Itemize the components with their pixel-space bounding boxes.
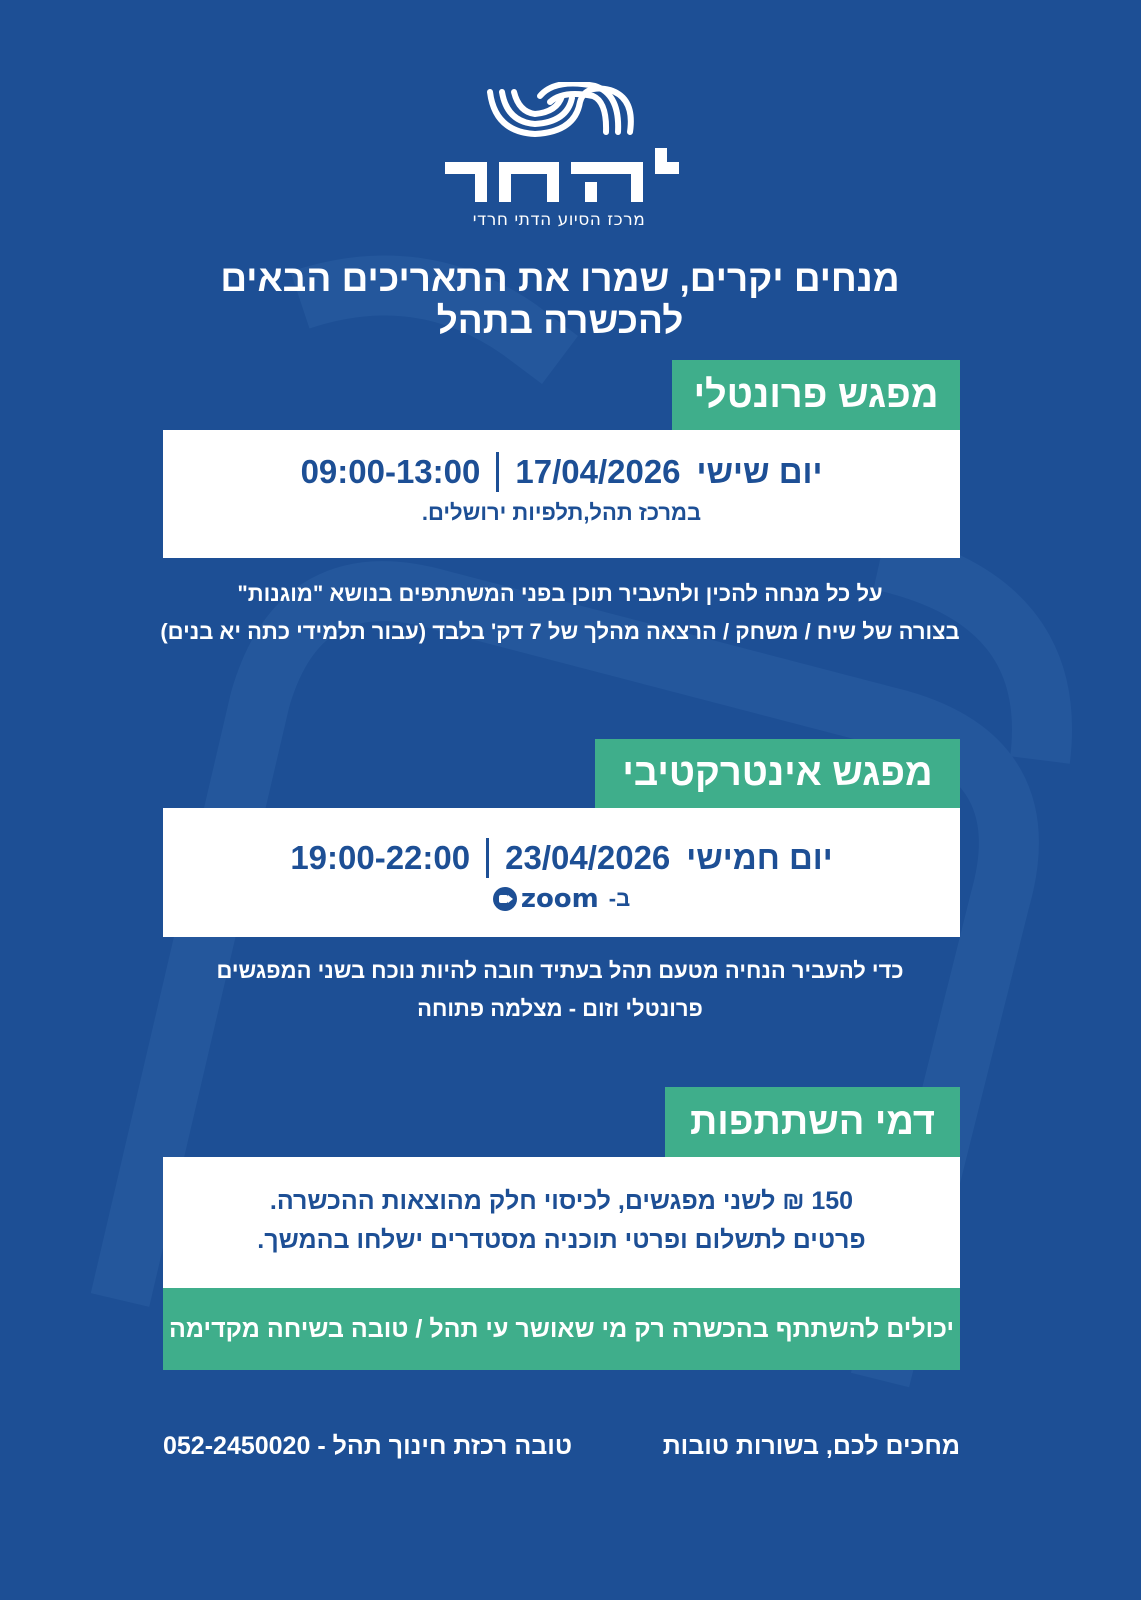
tab-participation-fee bbox=[665, 1087, 960, 1157]
fee-line2: פרטים לתשלום ופרטי תוכניה מסטדרים ישלחו בהמשך. bbox=[257, 1226, 866, 1254]
frontal-location: במרכז תהל,תלפיות ירושלים. bbox=[421, 500, 702, 525]
frontal-day: יום שישי bbox=[696, 453, 823, 490]
headline: מנחים יקרים, שמרו את התאריכים הבאים להכשרה בתהל bbox=[220, 258, 900, 341]
footer-contact: טובה רכזת חינוך תהל - 052-2450020 bbox=[163, 1432, 573, 1460]
footer-greeting: מחכים לכם, בשורות טובות bbox=[662, 1432, 960, 1460]
frontal-time: 09:00-13:00 bbox=[300, 453, 481, 490]
participation-fee-card bbox=[163, 1157, 960, 1288]
zoom-logo bbox=[493, 884, 599, 914]
logo-mark bbox=[435, 82, 683, 212]
via-label: ב- bbox=[608, 886, 631, 911]
frontal-date: 17/04/2026 bbox=[515, 453, 681, 490]
separator bbox=[496, 452, 499, 492]
frontal-note-line2: בצורה של שיח / משחק / הרצאה מהלך של 7 דק' בלבד (עבור תלמידי כתה יא בנים) bbox=[160, 619, 960, 644]
interactive-meeting-card bbox=[163, 808, 960, 937]
tab-frontal-meeting bbox=[672, 360, 960, 430]
interactive-meeting-datetime bbox=[163, 838, 960, 878]
interactive-time: 19:00-22:00 bbox=[290, 839, 471, 876]
zoom-camera-icon bbox=[493, 887, 517, 911]
separator bbox=[486, 838, 489, 878]
logo bbox=[435, 82, 683, 234]
tab-participation-fee-label: דמי השתתפות bbox=[690, 1100, 935, 1143]
approval-banner bbox=[163, 1288, 960, 1370]
frontal-note-line1: על כל מנחה להכין ולהעביר תוכן בפני המשתתפים בנושא "מוגנות" bbox=[237, 581, 883, 606]
tab-interactive-meeting-label: מפגש אינטרקטיבי bbox=[622, 752, 933, 794]
zoom-row bbox=[163, 884, 960, 914]
interactive-day: יום חמישי bbox=[686, 839, 833, 876]
tab-interactive-meeting bbox=[595, 739, 960, 808]
zoom-label: zoom bbox=[520, 884, 599, 914]
interactive-note-line2: פרונטלי וזום - מצלמה פתוחה bbox=[417, 996, 703, 1021]
approval-banner-text: יכולים להשתתף בהכשרה רק מי שאושר עי תהל / טובה בשיחה מקדימה bbox=[168, 1314, 955, 1343]
logo-subtitle: מרכז הסיוע הדתי חרדי bbox=[472, 210, 646, 230]
frontal-meeting-card bbox=[163, 430, 960, 558]
interactive-note-line1: כדי להעביר הנחיה מטעם תהל בעתיד חובה להיות נוכח בשני המפגשים bbox=[216, 958, 904, 983]
tab-frontal-meeting-label: מפגש פרונטלי bbox=[693, 373, 939, 416]
fee-line1: 150 ₪ לשני מפגשים, לכיסוי חלק מהוצאות ההכשרה. bbox=[269, 1187, 854, 1215]
interactive-note bbox=[150, 952, 970, 1028]
frontal-meeting-datetime bbox=[163, 452, 960, 492]
interactive-date: 23/04/2026 bbox=[505, 839, 671, 876]
frontal-note bbox=[150, 575, 970, 651]
